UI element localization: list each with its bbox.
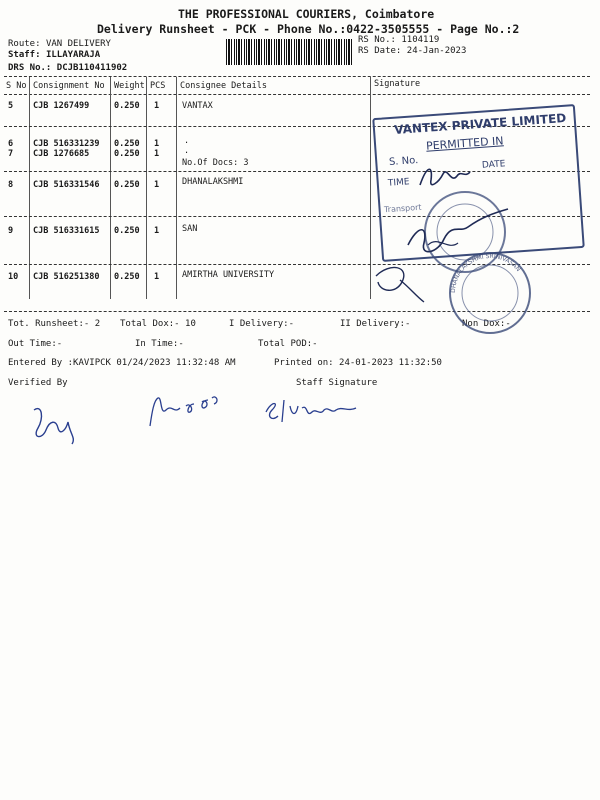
- row-consignment: CJB 516331239: [33, 139, 100, 149]
- rs-no-line: [358, 35, 439, 45]
- rs-no-value: 1104119: [401, 35, 440, 45]
- total-dox: Total Dox:- 10: [120, 319, 196, 329]
- col-divider: [29, 77, 30, 299]
- staff-line: [8, 50, 100, 60]
- row-weight: 0.250: [114, 180, 140, 190]
- row-sno: 9: [8, 226, 14, 236]
- total-pod: Total POD:-: [258, 339, 318, 349]
- col-weight: Weight: [114, 81, 145, 91]
- ii-delivery: II Delivery:-: [340, 319, 411, 329]
- rs-date-line: [358, 46, 466, 56]
- barcode: [226, 39, 352, 65]
- stamp-line-2: PERMITTED IN: [425, 134, 504, 153]
- rs-date-label: RS Date:: [358, 46, 402, 56]
- row-weight: 0.250: [114, 226, 140, 236]
- receiver-signature-3: [370, 262, 430, 307]
- row-consignment: CJB 516251380: [33, 272, 100, 282]
- staff-value: ILLAYARAJA: [45, 50, 101, 60]
- row-sno: 5: [8, 101, 14, 111]
- row-sno: 8: [8, 180, 14, 190]
- route-label: Route:: [8, 39, 41, 49]
- row-pcs: 1: [154, 180, 160, 190]
- in-time: In Time:-: [135, 339, 184, 349]
- rs-no-label: RS No.:: [358, 35, 396, 45]
- row-details: AMIRTHA UNIVERSITY: [182, 270, 275, 280]
- row-pcs: 1: [154, 101, 160, 111]
- printed-on: Printed on: 24-01-2023 11:32:50: [274, 358, 442, 368]
- row-weight: 0.250: [114, 101, 140, 111]
- col-pcs: PCS: [150, 81, 166, 91]
- drs-value: DCJB110411902: [56, 63, 128, 73]
- col-consignment: Consignment No: [33, 81, 105, 91]
- row-weight: 0.250: [114, 149, 140, 159]
- col-divider: [176, 77, 177, 299]
- drs-label: DRS No.:: [8, 63, 52, 73]
- row-pcs: 1: [154, 139, 160, 149]
- entered-by: Entered By :KAVIPCK 01/24/2023 11:32:48 AM: [8, 358, 236, 368]
- staff-signature: [262, 392, 362, 430]
- row-note: No.Of Docs: 3: [182, 158, 249, 168]
- row-consignment: CJB 516331615: [33, 226, 100, 236]
- stamp-transport: Transport: [383, 202, 422, 215]
- receiver-signature-1: [415, 160, 475, 195]
- rs-date-value: 24-Jan-2023: [406, 46, 467, 56]
- table-header-rule: [4, 94, 590, 95]
- company-title: THE PROFESSIONAL COURIERS, Coimbatore: [178, 7, 435, 21]
- non-dox: Non Dox:-: [462, 319, 511, 329]
- runsheet-subtitle: Delivery Runsheet - PCK - Phone No.:0422-3505555 - Page No.:2: [97, 22, 520, 36]
- route-value: VAN DELIVERY: [45, 39, 111, 49]
- verified-by-signature: [28, 400, 88, 445]
- col-signature: Signature: [374, 79, 421, 89]
- row-consignment: CJB 1267499: [33, 101, 90, 111]
- row-sno: 6: [8, 139, 14, 149]
- verified-by-label: Verified By: [8, 378, 68, 388]
- col-divider: [110, 77, 111, 299]
- row-weight: 0.250: [114, 139, 140, 149]
- row-pcs: 1: [154, 149, 160, 159]
- col-divider: [146, 77, 147, 299]
- row-details: VANTAX: [182, 101, 213, 111]
- row-sno: 10: [8, 272, 19, 282]
- row-pcs: 1: [154, 272, 160, 282]
- stamp-line-1: VANTEX PRIVATE LIMITED: [393, 111, 567, 137]
- total-runsheet: Tot. Runsheet:- 2: [8, 319, 101, 329]
- row-consignment: CJB 1276685: [33, 149, 90, 159]
- row-details: DHANALAKSHMI: [182, 177, 244, 187]
- row-weight: 0.250: [114, 272, 140, 282]
- stamp-sno: S. No.: [388, 154, 419, 169]
- col-sno: S No: [6, 81, 27, 91]
- out-time: Out Time:-: [8, 339, 63, 349]
- col-consignee: Consignee Details: [180, 81, 267, 91]
- staff-label: Staff:: [8, 50, 41, 60]
- staff-initial-signature: [146, 392, 236, 432]
- row-details: .: [184, 146, 190, 156]
- stamp-date: DATE: [481, 159, 506, 171]
- drs-line: [8, 63, 127, 73]
- row-details: SAN: [182, 224, 198, 234]
- row-sno: 7: [8, 149, 14, 159]
- route-line: [8, 39, 111, 49]
- row-details: .: [184, 136, 190, 146]
- row-consignment: CJB 516331546: [33, 180, 100, 190]
- row-pcs: 1: [154, 226, 160, 236]
- seal-ring-text: DHANALAKSHMI SRINIVASAN: [449, 252, 522, 294]
- stamp-time: TIME: [387, 177, 410, 189]
- table-top-rule: [4, 76, 590, 77]
- i-delivery: I Delivery:-: [229, 319, 295, 329]
- staff-signature-label: Staff Signature: [296, 378, 378, 388]
